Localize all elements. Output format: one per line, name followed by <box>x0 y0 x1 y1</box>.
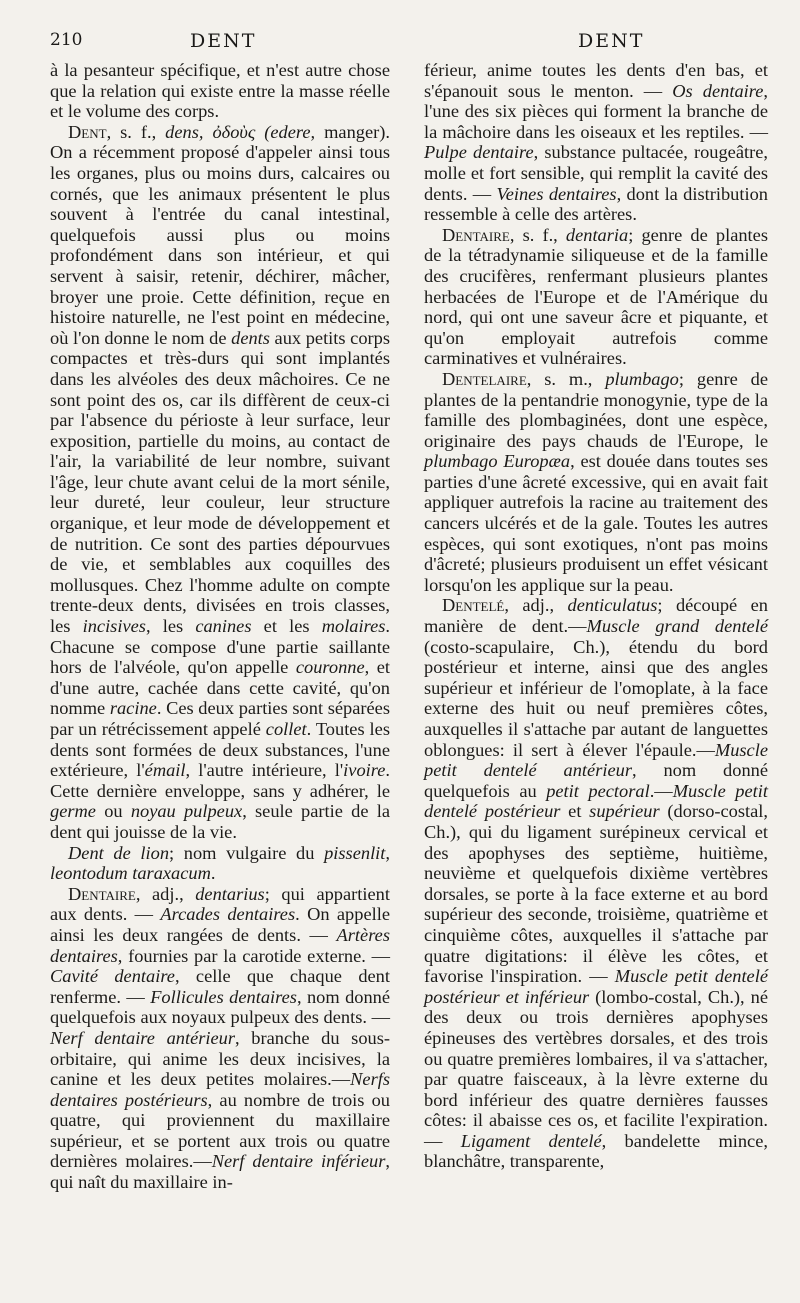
page-number: 210 <box>50 30 83 50</box>
entry-dent-de-lion: Dent de lion; nom vulgaire du pissenlit, leontodum taraxacum. <box>50 842 390 884</box>
running-head-right: DENT <box>578 30 645 52</box>
paragraph-continuation: à la pesanteur spécifique, et n'est autre chose que la relation qui existe entre la masse réelle et le volume des corps. <box>50 60 390 122</box>
right-column <box>424 60 768 1172</box>
entry-dent: Dent, s. f., dens, ὀδοὺς (edere, manger). On a récemment proposé d'appeler ainsi tous les organes, plus ou moins durs, calcaires ou cornés, que les animaux présentent le plus souvent à l'entrée du canal intestinal, quelquefois aussi plus ou moins profondément dans son intérieur, et qui servent à saisir, retenir, déchirer, mâcher, broyer une proie. Cette définition, reçue en histoire naturelle, ne l'est point en médecine, où l'on donne le nom de dents aux petits corps compactes et très-durs qui sont implantés dans les alvéoles des deux mâchoires. Ce ne sont point des os, car ils diffèrent de ceux-ci par l'absence du périoste à leur surface, leur exposition, partielle du moins, au contact de l'air, la variabilité de leur nombre, suivant l'âge, leur chute avant celui de la mort sénile, leur dureté, leur couleur, leur structure organique, et leur mode de développement et de nutrition. Ce sont des parties dépourvues de vie, et semblables aux coquilles des mollusques. Chez l'homme adulte on compte trente-deux dents, divisées en trois classes, les incisives, les canines et les molaires. Chacune se compose d'une partie saillante hors de l'alvéole, qu'on appelle couronne, et d'une autre, cachée dans cette cavité, qu'on nomme racine. Ces deux parties sont séparées par un rétrécissement appelé collet. Toutes les dents sont formées de deux substances, l'une extérieure, l'émail, l'autre intérieure, l'ivoire. Cette dernière enveloppe, sans y adhérer, le germe ou noyau pulpeux, seule partie de la dent qui jouisse de la vie. <box>50 121 391 842</box>
left-column <box>50 60 390 1193</box>
headword: Dentelé <box>442 595 505 616</box>
headword: Dentaire <box>442 224 510 245</box>
entry-dentaire-sf: Dentaire, s. f., dentaria; genre de plantes de la tétradynamie siliqueuse et de la famille des crucifères, renfermant plusieurs plantes herbacées de l'Europe et de l'Amérique du nord, qui ont une saveur âcre et piquante, et qu'on employait autrefois comme carminatives et vulnéraires. <box>424 224 768 369</box>
running-head-left: DENT <box>190 30 257 52</box>
entry-dentelaire: Dentelaire, s. m., plumbago; genre de plantes de la pentandrie monogynie, type de la famille des plombaginées, dont une espèce, originaire des pays chauds de l'Europe, le plumbago Europæa, est douée dans toutes ses parties d'une âcreté excessive, qui en avait fait appliquer autrefois la racine au traitement des cancers ulcérés et de la gale. Toutes les autres espèces, qui sont exotiques, n'ont pas moins d'âcreté; plusieurs produisent un effet vésicant lorsqu'on les applique sur la peau. <box>424 368 768 595</box>
paragraph-continuation: férieur, anime toutes les dents d'en bas, et s'épanouit sous le menton. — Os dentaire, l'une des six pièces qui forment la branche de la mâchoire dans les oiseaux et les reptiles. — Pulpe dentaire, substance pultacée, rougeâtre, molle et fort sensible, qui remplit la cavité des dents. — Veines dentaires, dont la distribution ressemble à celle des artères. <box>424 60 769 225</box>
entry-dentaire-adj: Dentaire, adj., dentarius; qui appartient aux dents. — Arcades dentaires. On appelle ainsi les deux rangées de dents. — Artères dentaires, fournies par la carotide externe. — Cavité dentaire, celle que chaque dent renferme. — Follicules dentaires, nom donné quelquefois aux noyaux pulpeux des dents. — Nerf dentaire antérieur, branche du sous-orbitaire, qui anime les deux incisives, la canine et les deux petites molaires.—Nerfs dentaires postérieurs, au nombre de trois ou quatre, qui proviennent du maxillaire supérieur, et se portent aux trois ou quatre dernières molaires.—Nerf dentaire inférieur, qui naît du maxillaire in- <box>50 883 391 1193</box>
entry-dentele: Dentelé, adj., denticulatus; découpé en manière de dent.—Muscle grand dentelé (costo-scapulaire, Ch.), étendu du bord postérieur et interne, ainsi que des angles supérieur et inférieur de l'omoplate, à la face externe des huit ou neuf premières côtes, auxquelles il s'attache par autant de languettes oblongues: il sert à élever l'épaule.—Muscle petit dentelé antérieur, nom donné quelquefois au petit pectoral.—Muscle petit dentelé postérieur et supérieur (dorso-costal, Ch.), qui du ligament surépineux cervical et des apophyses des septième, huitième, neuvième et quelquefois dixième vertèbres dorsales, se porte à la face externe et au bord supérieur des seconde, troisième, quatrième et cinquième côtes, auxquelles il s'attache par quatre digitations: il élève les côtes, et favorise l'inspiration. — Muscle petit dentelé postérieur et inférieur (lombo-costal, Ch.), né des deux ou trois dernières apophyses épineuses des vertèbres dorsales, et des trois ou quatre premières lombaires, il va s'attacher, par quatre faisceaux, à la lèvre externe du bord inférieur des quatre dernières fausses côtes: il abaisse ces os, et facilite l'expiration.— Ligament dentelé, bandelette mince, blanchâtre, transparente, <box>424 595 769 1172</box>
headword: Dent <box>68 121 107 142</box>
headword: Dentaire <box>68 883 136 904</box>
headword: Dentelaire <box>442 368 527 389</box>
